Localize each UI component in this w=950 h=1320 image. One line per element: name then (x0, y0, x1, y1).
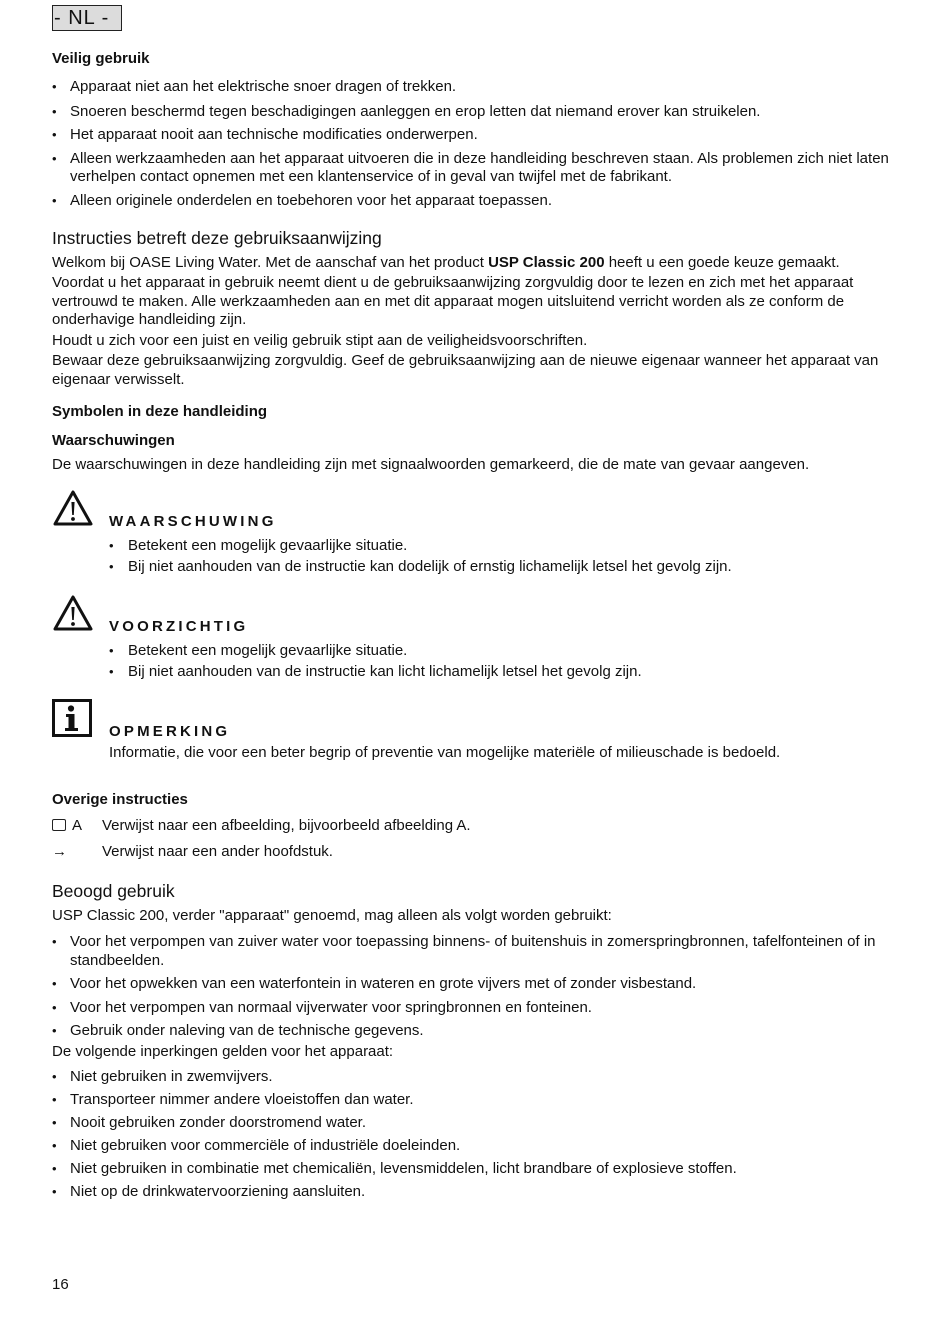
caution-triangle-icon (52, 594, 94, 632)
list-item: • Apparaat niet aan het elektrische snoer dragen of trekken. (52, 78, 890, 97)
list-item: • Alleen werkzaamheden aan het apparaat uitvoeren die in deze handleiding beschreven staan. Als problemen zich niet laten verhelpen contact opnemen met een klantenservice of in geval van twijfel met de fabrikant. (52, 150, 890, 187)
list-item: • Betekent een mogelijk gevaarlijke situatie. (109, 640, 889, 661)
section-heading-symbolen: Symbolen in deze handleiding (52, 403, 268, 420)
list-item: • Voor het verpompen van zuiver water voor toepassing binnens- of buitenshuis in zomerspringbronnen, tafelfonteinen of in standbeelden. (52, 933, 890, 970)
language-tag: - NL - (52, 5, 122, 31)
list-item: • Niet gebruiken in zwemvijvers. (52, 1068, 890, 1087)
list-item: • Betekent een mogelijk gevaarlijke situatie. (109, 535, 889, 556)
opmerking-text: Informatie, die voor een beter begrip of preventie van mogelijke materiële of milieuschade is bedoeld. (109, 744, 781, 761)
signal-word-waarschuwing: WAARSCHUWING (109, 513, 277, 530)
reference-text: Verwijst naar een ander hoofdstuk. (102, 843, 333, 860)
figure-reference-symbol: A (52, 817, 100, 835)
list-item: • Nooit gebruiken zonder doorstromend water. (52, 1114, 890, 1133)
signal-word-voorzichtig: VOORZICHTIG (109, 618, 249, 635)
instructies-paragraph-4: Bewaar deze gebruiksaanwijzing zorgvuldig. Geef de gebruiksaanwijzing aan de nieuwe eigenaar wanneer het apparaat van eigenaar verwisselt. (52, 352, 879, 388)
section-heading-overige: Overige instructies (52, 791, 188, 808)
list-item: • Niet gebruiken in combinatie met chemicaliën, levensmiddelen, licht brandbare of explosieve stoffen. (52, 1160, 890, 1179)
voorzichtig-list (109, 640, 889, 682)
list-item: • Niet gebruiken voor commerciële of industriële doeleinden. (52, 1137, 890, 1156)
list-item: • Voor het verpompen van normaal vijverwater voor springbronnen en fonteinen. (52, 999, 890, 1018)
warnings-intro: De waarschuwingen in deze handleiding zijn met signaalwoorden gemarkeerd, die de mate van gevaar aangeven. (52, 456, 810, 473)
list-item: • Voor het opwekken van een waterfontein in wateren en grote vijvers met of zonder visbestand. (52, 975, 890, 994)
list-item: • Bij niet aanhouden van de instructie kan licht lichamelijk letsel het gevolg zijn. (109, 661, 889, 682)
instructies-paragraph-3: Houdt u zich voor een juist en veilig gebruik stipt aan de veiligheidsvoorschriften. (52, 332, 588, 349)
product-name: USP Classic 200 (488, 254, 605, 271)
info-icon (52, 699, 92, 737)
page-number: 16 (52, 1276, 69, 1293)
square-icon (52, 819, 66, 831)
welcome-paragraph: Welkom bij OASE Living Water. Met de aanschaf van het product USP Classic 200 heeft u een goede keuze gemaakt. (52, 254, 840, 271)
beoogd-intro: USP Classic 200, verder "apparaat" genoemd, mag alleen als volgt worden gebruikt: (52, 907, 612, 924)
warning-triangle-icon (52, 489, 94, 527)
beoogd-list (52, 933, 890, 1041)
veilig-list (52, 78, 890, 210)
subheading-waarschuwingen: Waarschuwingen (52, 432, 175, 449)
instructies-paragraph-2: Voordat u het apparaat in gebruik neemt dient u de gebruiksaanwijzing zorgvuldig door te lezen en zich met het apparaat vertrouwd te maken. Alle werkzaamheden aan en met dit apparaat mogen uitsluitend verricht worden als ze conform de onderhavige handleiding zijn. (52, 274, 854, 328)
section-heading-instructies: Instructies betreft deze gebruiksaanwijzing (52, 228, 382, 248)
arrow-right-icon: → (52, 843, 67, 860)
list-item: • Gebruik onder naleving van de technische gegevens. (52, 1022, 890, 1041)
list-item: • Bij niet aanhouden van de instructie kan dodelijk of ernstig lichamelijk letsel het gevolg zijn. (109, 556, 889, 577)
restrictions-list (52, 1068, 890, 1202)
section-heading-veilig: Veilig gebruik (52, 50, 150, 67)
list-item: • Snoeren beschermd tegen beschadigingen aanleggen en erop letten dat niemand erover kan struikelen. (52, 103, 890, 122)
reference-text: Verwijst naar een afbeelding, bijvoorbeeld afbeelding A. (102, 817, 471, 834)
list-item: • Transporteer nimmer andere vloeistoffen dan water. (52, 1091, 890, 1110)
restrictions-intro: De volgende inperkingen gelden voor het apparaat: (52, 1043, 394, 1060)
section-heading-beoogd: Beoogd gebruik (52, 881, 175, 901)
list-item: • Niet op de drinkwatervoorziening aansluiten. (52, 1183, 890, 1202)
list-item: • Het apparaat nooit aan technische modificaties onderwerpen. (52, 126, 890, 145)
waarschuwing-list (109, 535, 889, 577)
list-item: • Alleen originele onderdelen en toebehoren voor het apparaat toepassen. (52, 192, 890, 211)
signal-word-opmerking: OPMERKING (109, 723, 231, 740)
